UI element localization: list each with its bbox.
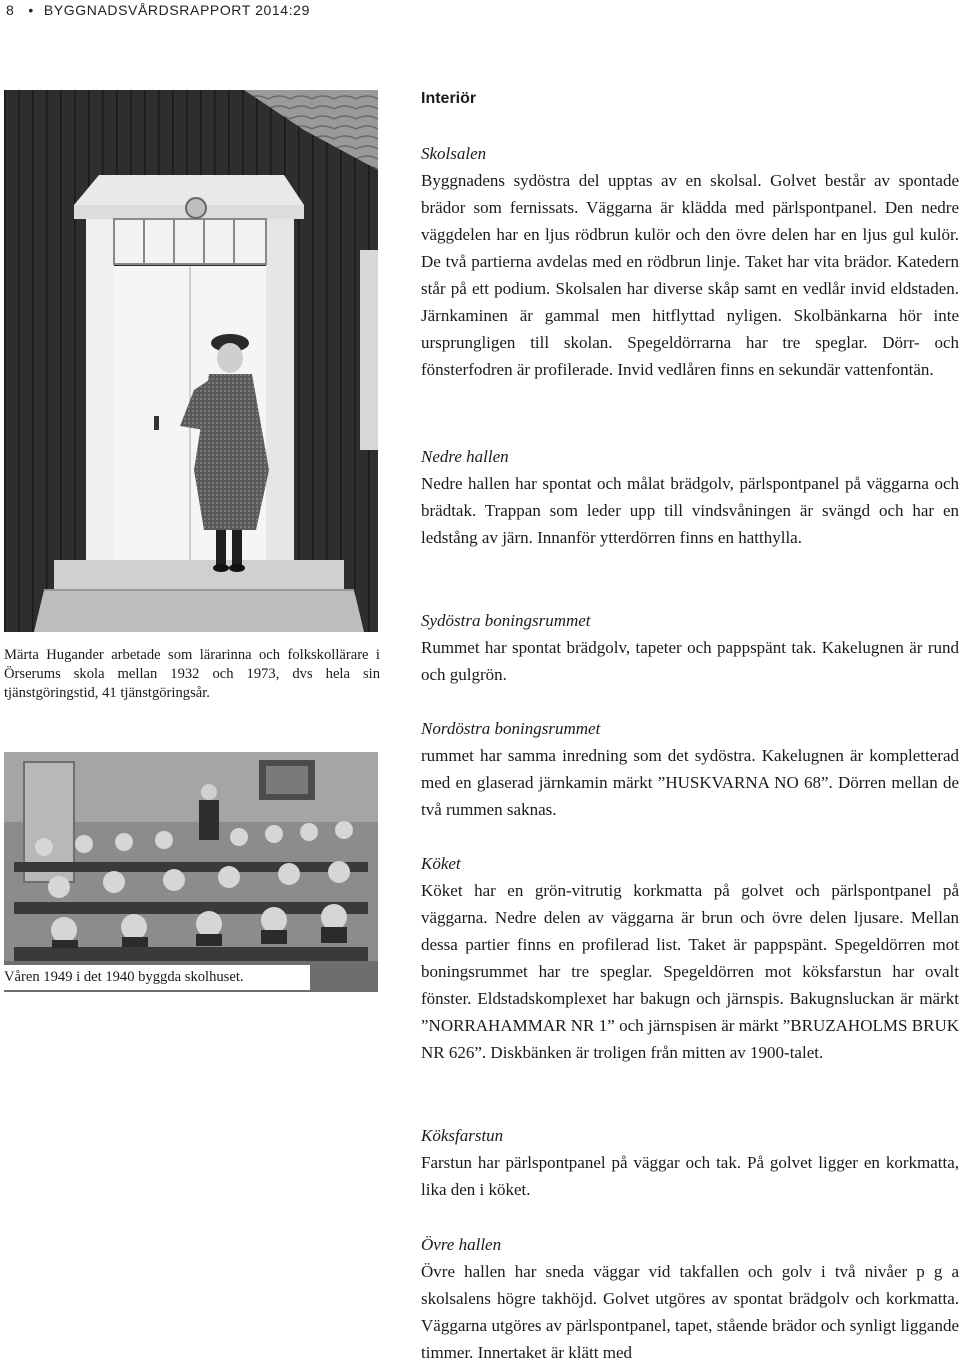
section-ovre-hallen (421, 1231, 959, 1366)
paragraph: Byggnadens sydöstra del upptas av en skolsal. Golvet består av spontade brädor som fernissats. Väggarna är klädda med pärlspontpanel. Den nedre väggdelen har en ljus rödbrun kulör och den övre delen har en ljus gul kulör. De två partierna avdelas med en rödbrun linje. Taket har vita brädor. Katedern står på ett podium. Skolsalen har diverse skåp samt en vedlår invid eldstaden. Järnkaminen är gammal men hitflyttad nyligen. Skolbänkarna hör inte ursprungligen till skolan. Spegeldörrarna har tre speglar. Dörr- och fönsterfodren är profilerade. Invid vedlåren finns en sekundär vattenfontän. (421, 171, 959, 379)
section-skolsalen (421, 140, 959, 383)
photo2-caption: Våren 1949 i det 1940 byggda skolhuset. (4, 965, 310, 990)
paragraph: Nedre hallen har spontat och målat brädgolv, pärlspontpanel på väggarna och brädtak. Trappan som leder upp till vindsvåningen är svängd och har en ledstång av järn. Innanför ytterdörren finns en hatthylla. (421, 474, 959, 547)
paragraph: Farstun har pärlspontpanel på väggar och tak. På golvet ligger en korkmatta, lika den i köket. (421, 1153, 959, 1199)
section-title: Interiör (421, 90, 477, 107)
subheading: Nordöstra boningsrummet (421, 719, 601, 738)
section-header (421, 90, 959, 108)
section-nordostra-boningsrummet (421, 715, 959, 823)
subheading: Skolsalen (421, 144, 487, 163)
paragraph: Övre hallen har sneda väggar vid takfallen och golv i två nivåer p g a skolsalens högre takhöjd. Golvet utgöres av spontat brädgolv och korkmatta. Väggarna utgöres av pärlspontpanel, tapet, stående brädor och synligt liggande timmer. Innertaket är klätt med (421, 1262, 959, 1362)
subheading: Sydöstra boningsrummet (421, 611, 591, 630)
section-koket (421, 850, 959, 1066)
subheading: Köksfarstun (421, 1126, 504, 1145)
page-number: 8 (6, 2, 15, 18)
class-photo (4, 752, 378, 992)
section-nedre-hallen (421, 443, 959, 551)
section-koksfarstun (421, 1122, 959, 1203)
photo1-caption: Märta Hugander arbetade som lärarinna och folkskollärare i Örserums skola mellan 1932 och 1973, dvs hela sin tjänstgöringstid, 41 tjänstgöringsår. (4, 644, 382, 705)
subheading: Övre hallen (421, 1235, 502, 1254)
subheading: Köket (421, 854, 461, 873)
running-title: BYGGNADSVÅRDSRAPPORT 2014:29 (43, 2, 310, 18)
paragraph: rummet har samma inredning som det sydöstra. Kakelugnen är kompletterad med en glaserad järnkamin märkt ”HUSKVARNA NO 68”. Dörren mellan de två rummen saknas. (421, 746, 959, 819)
paragraph: Rummet har spontat brädgolv, tapeter och pappspänt tak. Kakelugnen är rund och gulgrön. (421, 638, 959, 684)
subheading: Nedre hallen (421, 447, 509, 466)
header-bullet: • (28, 2, 34, 18)
section-sydostra-boningsrummet (421, 607, 959, 688)
paragraph: Köket har en grön-vitrutig korkmatta på golvet och pärlspontpanel på väggarna. Nedre delen av väggarna är brun och övre delen ljusare. Mellan dessa partier finns en profilerad list. Taket är pappspänt. Spegeldörren mot boningsrummet har tre speglar. Spegeldörren mot köksfarstun har ovalt fönster. Eldstadskomplexet har bakugn och järnspis. Bakugnsluckan är märkt ”NORRAHAMMAR NR 1” och järnspisen är märkt ”BRUZAHOLMS BRUK NR 626”. Diskbänken är troligen från mitten av 1900-talet. (421, 881, 959, 1062)
page-header (6, 2, 310, 18)
teacher-at-door-photo (4, 90, 378, 632)
